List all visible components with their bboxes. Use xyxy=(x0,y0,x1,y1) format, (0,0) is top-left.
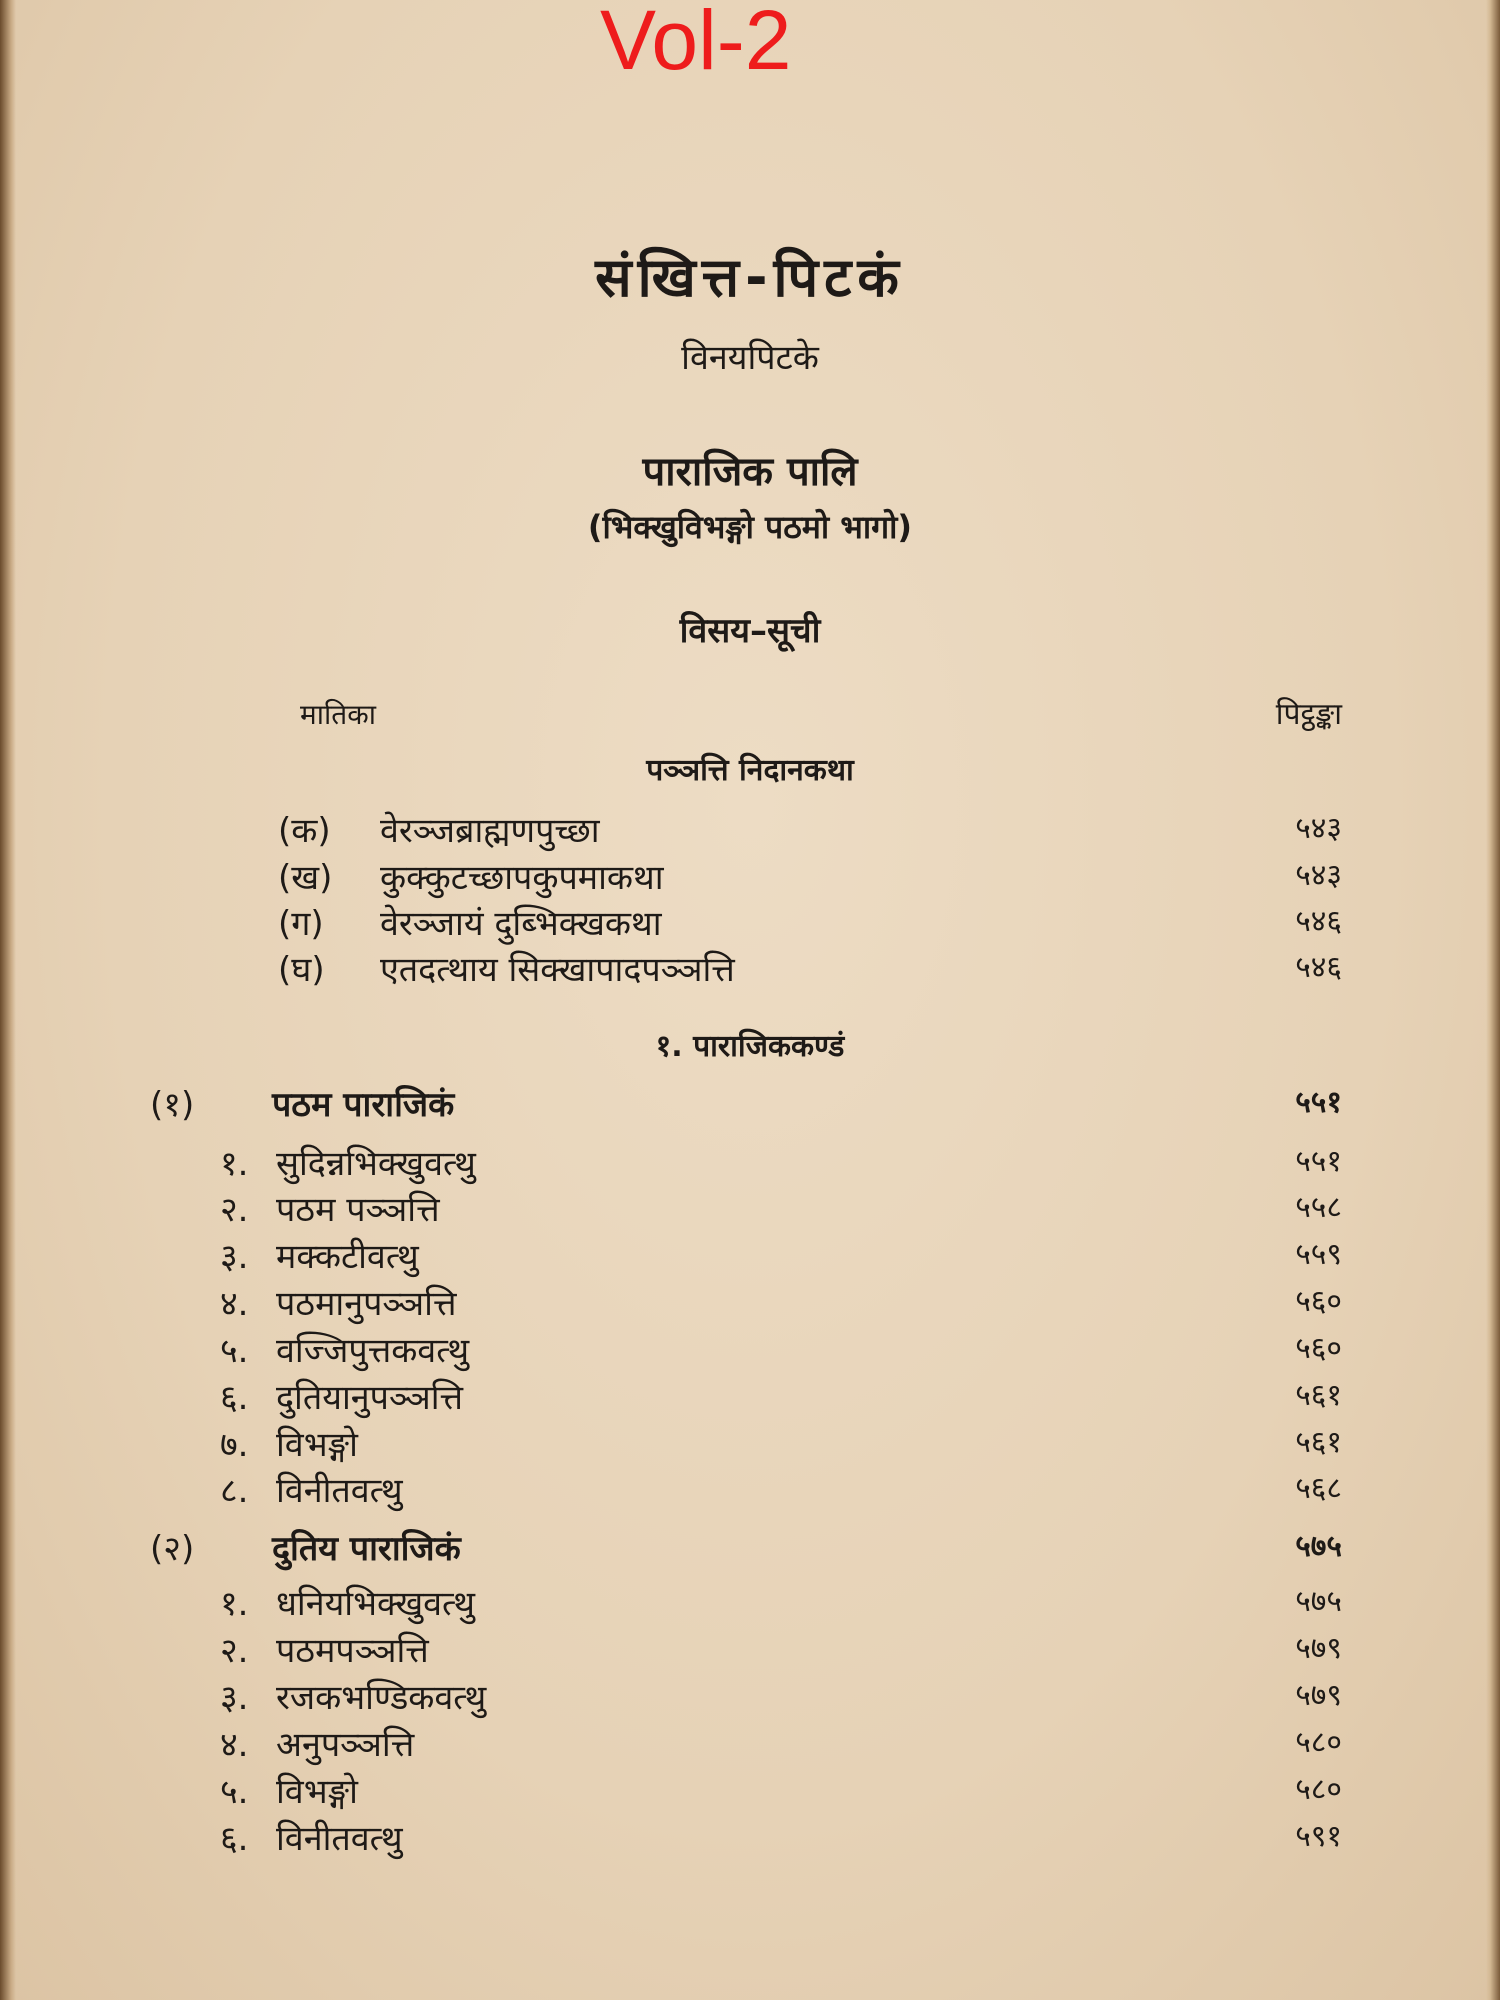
toc-entry xyxy=(0,945,1500,991)
item-label: पठमपञ्ञत्ति xyxy=(276,1631,429,1671)
toc-item xyxy=(0,1720,1500,1766)
contents-heading: विसय–सूची xyxy=(679,611,821,651)
toc-item xyxy=(0,1373,1500,1419)
group-mark: (१) xyxy=(150,1085,195,1125)
toc-group-heading xyxy=(0,1080,1500,1126)
item-number: ४. xyxy=(220,1284,249,1324)
entry-label: कुक्कुटच्छापकुपमाकथा xyxy=(380,858,664,898)
item-page: ५६० xyxy=(1295,1331,1342,1366)
item-label: पठमानुपञ्ञत्ति xyxy=(276,1284,457,1324)
book-subtitle: (भिक्खुविभङ्गो पठमो भागो) xyxy=(587,508,913,546)
toc-item xyxy=(0,1139,1500,1185)
entry-mark: (घ) xyxy=(278,950,325,990)
item-page: ५६८ xyxy=(1295,1471,1342,1506)
toc-item xyxy=(0,1326,1500,1372)
toc-item xyxy=(0,1767,1500,1813)
toc-item xyxy=(0,1579,1500,1625)
item-page: ५७९ xyxy=(1295,1631,1342,1666)
item-label: धनियभिक्खुवत्थु xyxy=(276,1584,475,1624)
item-page: ५५१ xyxy=(1295,1144,1342,1179)
item-page: ५५९ xyxy=(1295,1237,1342,1272)
item-number: ६. xyxy=(220,1378,249,1418)
group-page: ५७५ xyxy=(1295,1529,1342,1564)
item-label: वज्जिपुत्तकवत्थु xyxy=(276,1331,470,1371)
page-subtitle: विनयपिटके xyxy=(681,338,819,378)
entry-mark: (क) xyxy=(278,811,331,851)
group-mark: (२) xyxy=(150,1529,195,1569)
entry-page: ५४६ xyxy=(1295,904,1342,939)
toc-item xyxy=(0,1185,1500,1231)
toc-group-heading xyxy=(0,1524,1500,1570)
item-label: दुतियानुपञ्ञत्ति xyxy=(276,1378,463,1418)
item-number: २. xyxy=(220,1190,249,1230)
column-header-matika: मातिका xyxy=(300,698,376,731)
item-number: ३. xyxy=(220,1237,249,1277)
item-number: ७. xyxy=(220,1425,249,1465)
item-page: ५६० xyxy=(1295,1284,1342,1319)
entry-label: वेरञ्जब्राह्मणपुच्छा xyxy=(380,811,600,851)
item-label: सुदिन्नभिक्खुवत्थु xyxy=(276,1144,476,1184)
entry-page: ५४६ xyxy=(1295,950,1342,985)
item-number: ६. xyxy=(220,1819,249,1859)
item-label: विनीतवत्थु xyxy=(276,1819,403,1859)
toc-entry xyxy=(0,853,1500,899)
item-page: ५५८ xyxy=(1295,1190,1342,1225)
toc-item xyxy=(0,1673,1500,1719)
toc-entry xyxy=(0,806,1500,852)
item-label: विनीतवत्थु xyxy=(276,1471,403,1511)
item-label: पठम पञ्ञत्ति xyxy=(276,1190,440,1230)
item-number: ८. xyxy=(220,1471,249,1511)
item-number: १. xyxy=(220,1584,249,1624)
item-page: ५८० xyxy=(1295,1772,1342,1807)
entry-page: ५४३ xyxy=(1295,858,1342,893)
entry-label: वेरञ्जायं दुब्भिक्खकथा xyxy=(380,904,662,944)
item-page: ५६१ xyxy=(1295,1378,1342,1413)
toc-item xyxy=(0,1420,1500,1466)
item-label: विभङ्गो xyxy=(276,1772,358,1812)
item-number: २. xyxy=(220,1631,249,1671)
toc-item xyxy=(0,1626,1500,1672)
page-title: संखित्त-पिटकं xyxy=(595,246,905,309)
item-page: ५७९ xyxy=(1295,1678,1342,1713)
section-heading-parajika: १. पाराजिककण्डं xyxy=(655,1029,845,1064)
entry-label: एतदत्थाय सिक्खापादपञ्ञत्ति xyxy=(380,950,735,990)
entry-page: ५४३ xyxy=(1295,811,1342,846)
entry-mark: (ग) xyxy=(278,904,324,944)
group-page: ५५१ xyxy=(1295,1085,1342,1120)
item-page: ५८० xyxy=(1295,1725,1342,1760)
column-header-page: पिट्ठङ्का xyxy=(1275,697,1342,732)
item-number: १. xyxy=(220,1144,249,1184)
toc-item xyxy=(0,1814,1500,1860)
item-label: मक्कटीवत्थु xyxy=(276,1237,419,1277)
group-label: दुतिय पाराजिकं xyxy=(272,1529,461,1569)
item-page: ५९१ xyxy=(1295,1819,1342,1854)
toc-entry xyxy=(0,899,1500,945)
item-label: विभङ्गो xyxy=(276,1425,358,1465)
toc-item xyxy=(0,1466,1500,1512)
group-label: पठम पाराजिकं xyxy=(272,1085,455,1125)
item-label: अनुपञ्ञत्ति xyxy=(276,1725,415,1765)
entry-mark: (ख) xyxy=(278,858,333,898)
item-number: ५. xyxy=(220,1331,249,1371)
item-label: रजकभण्डिकवत्थु xyxy=(276,1678,487,1718)
book-title: पाराजिक पालि xyxy=(642,449,858,495)
volume-stamp: Vol-2 xyxy=(600,0,792,87)
item-number: ५. xyxy=(220,1772,249,1812)
item-number: ४. xyxy=(220,1725,249,1765)
toc-item xyxy=(0,1279,1500,1325)
item-number: ३. xyxy=(220,1678,249,1718)
toc-item xyxy=(0,1232,1500,1278)
item-page: ५७५ xyxy=(1295,1584,1342,1619)
item-page: ५६१ xyxy=(1295,1425,1342,1460)
section-heading-intro: पञ्ञत्ति निदानकथा xyxy=(646,753,854,788)
